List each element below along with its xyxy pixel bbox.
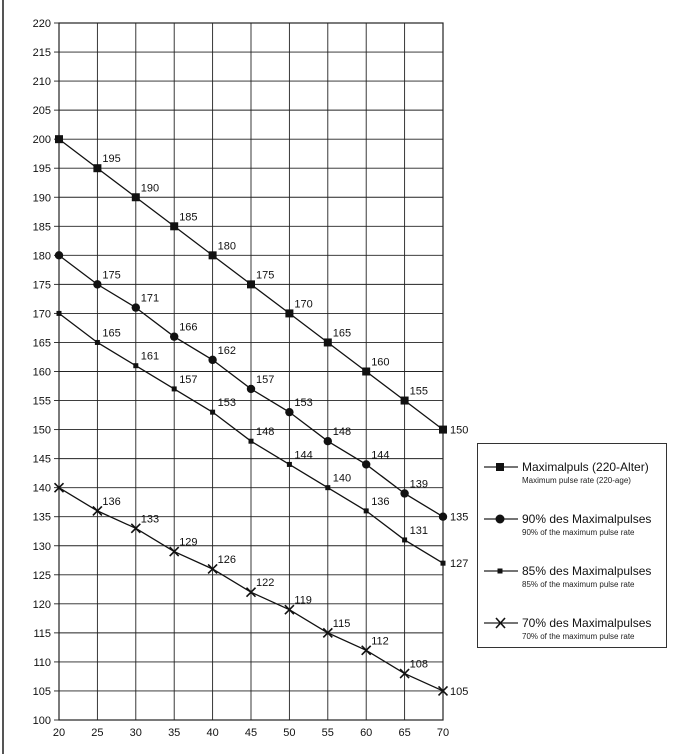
data-label: 126 xyxy=(217,553,236,566)
data-label: 131 xyxy=(409,524,428,537)
data-point xyxy=(55,135,63,143)
x-tick-label: 65 xyxy=(398,727,411,739)
y-tick-label: 180 xyxy=(32,250,51,263)
data-point xyxy=(208,356,216,364)
data-point xyxy=(247,280,255,288)
data-label: 162 xyxy=(217,344,236,357)
legend-label: 85% des Maximalpulses xyxy=(522,564,652,578)
data-point xyxy=(57,311,62,316)
data-point xyxy=(441,561,446,566)
data-point xyxy=(95,340,100,345)
data-label: 136 xyxy=(371,495,390,508)
data-label: 170 xyxy=(294,298,313,311)
x-tick-label: 60 xyxy=(360,727,373,739)
data-label: 166 xyxy=(179,321,198,334)
y-tick-label: 135 xyxy=(32,511,51,524)
data-label: 133 xyxy=(140,513,160,526)
data-label: 122 xyxy=(256,577,275,590)
data-label: 136 xyxy=(102,495,121,508)
data-label: 140 xyxy=(332,472,352,485)
y-tick-label: 220 xyxy=(32,18,51,30)
x-tick-label: 35 xyxy=(168,727,181,739)
data-point xyxy=(324,338,332,346)
data-point xyxy=(287,462,292,467)
data-point xyxy=(55,251,63,259)
data-label: 175 xyxy=(256,269,275,282)
y-tick-label: 205 xyxy=(32,105,51,118)
data-point xyxy=(132,303,140,311)
y-tick-label: 100 xyxy=(32,715,51,727)
y-tick-label: 130 xyxy=(32,540,51,553)
data-label: 195 xyxy=(102,153,121,166)
data-label: 105 xyxy=(450,685,469,698)
data-point xyxy=(285,309,293,317)
legend xyxy=(477,443,667,648)
data-point xyxy=(402,537,407,542)
data-point xyxy=(249,439,254,444)
data-label: 148 xyxy=(332,426,352,439)
data-label: 148 xyxy=(256,426,275,439)
square-marker-icon xyxy=(484,460,518,474)
data-label: 115 xyxy=(332,617,351,630)
data-label: 153 xyxy=(294,397,313,410)
x-tick-label: 25 xyxy=(91,727,104,739)
data-point xyxy=(325,485,330,490)
y-tick-label: 155 xyxy=(32,395,51,408)
y-tick-label: 200 xyxy=(32,134,51,147)
data-label: 144 xyxy=(294,449,313,462)
data-point xyxy=(439,426,447,434)
y-tick-label: 115 xyxy=(33,627,51,640)
legend-label: Maximalpuls (220-Alter) xyxy=(522,460,649,474)
data-label: 139 xyxy=(409,478,428,491)
data-point xyxy=(324,437,332,445)
data-label: 153 xyxy=(217,397,236,410)
legend-label: 90% des Maximalpulses xyxy=(522,512,652,526)
x-tick-label: 70 xyxy=(436,727,450,739)
legend-sublabel: 85% of the maximum pulse rate xyxy=(522,580,635,589)
data-label: 165 xyxy=(102,327,121,340)
data-label: 150 xyxy=(450,424,469,437)
data-label: 135 xyxy=(450,511,469,524)
y-tick-label: 160 xyxy=(32,366,51,379)
y-tick-label: 145 xyxy=(32,453,51,466)
y-tick-label: 125 xyxy=(32,569,51,582)
small-square-marker-icon xyxy=(484,564,518,578)
y-tick-label: 195 xyxy=(32,163,51,176)
data-point xyxy=(362,460,370,468)
data-label: 112 xyxy=(371,635,389,648)
y-tick-label: 210 xyxy=(32,76,51,89)
data-point xyxy=(247,385,255,393)
legend-sublabel: 70% of the maximum pulse rate xyxy=(522,632,635,641)
legend-sublabel: 90% of the maximum pulse rate xyxy=(522,528,635,537)
data-label: 165 xyxy=(332,327,352,340)
data-point xyxy=(170,332,178,340)
y-tick-label: 215 xyxy=(32,47,51,60)
data-label: 127 xyxy=(450,558,469,571)
data-label: 129 xyxy=(179,536,198,549)
data-label: 161 xyxy=(140,350,160,363)
x-tick-label: 50 xyxy=(283,727,296,739)
data-label: 175 xyxy=(102,269,121,282)
data-point xyxy=(285,408,293,416)
legend-label: 70% des Maximalpulses xyxy=(522,616,652,630)
data-label: 160 xyxy=(371,356,390,369)
data-label: 185 xyxy=(179,211,198,224)
data-label: 119 xyxy=(294,594,312,607)
data-point xyxy=(401,397,409,405)
x-tick-label: 30 xyxy=(129,727,142,739)
x-tick-label: 45 xyxy=(244,727,258,739)
x-marker-icon xyxy=(484,616,518,630)
x-tick-label: 20 xyxy=(52,727,66,739)
y-tick-label: 150 xyxy=(32,424,51,437)
data-point xyxy=(364,508,369,513)
y-tick-label: 110 xyxy=(33,656,51,669)
y-tick-label: 185 xyxy=(32,221,51,234)
data-point xyxy=(93,164,101,172)
data-point xyxy=(170,222,178,230)
circle-marker-icon xyxy=(484,512,518,526)
legend-sublabel: Maximum pulse rate (220-age) xyxy=(522,476,631,485)
y-tick-label: 170 xyxy=(32,308,51,321)
data-label: 190 xyxy=(140,182,160,195)
data-label: 155 xyxy=(409,385,428,398)
data-label: 108 xyxy=(409,658,428,671)
y-tick-label: 140 xyxy=(32,482,51,495)
y-tick-label: 175 xyxy=(32,279,51,292)
data-point xyxy=(362,368,370,376)
data-label: 157 xyxy=(179,373,198,386)
y-tick-label: 120 xyxy=(32,598,51,611)
data-label: 180 xyxy=(217,240,236,253)
data-point xyxy=(172,386,177,391)
data-point xyxy=(439,513,447,521)
data-label: 144 xyxy=(371,449,390,462)
x-tick-label: 55 xyxy=(321,727,334,739)
data-point xyxy=(93,280,101,288)
y-tick-label: 165 xyxy=(32,337,51,350)
x-tick-label: 40 xyxy=(206,727,219,739)
data-label: 171 xyxy=(140,292,160,305)
y-tick-label: 190 xyxy=(32,192,51,205)
y-tick-label: 105 xyxy=(32,685,51,698)
data-point xyxy=(132,193,140,201)
data-label: 157 xyxy=(256,373,275,386)
data-point xyxy=(210,410,215,415)
data-point xyxy=(400,489,408,497)
data-point xyxy=(133,363,138,368)
data-point xyxy=(209,251,217,259)
